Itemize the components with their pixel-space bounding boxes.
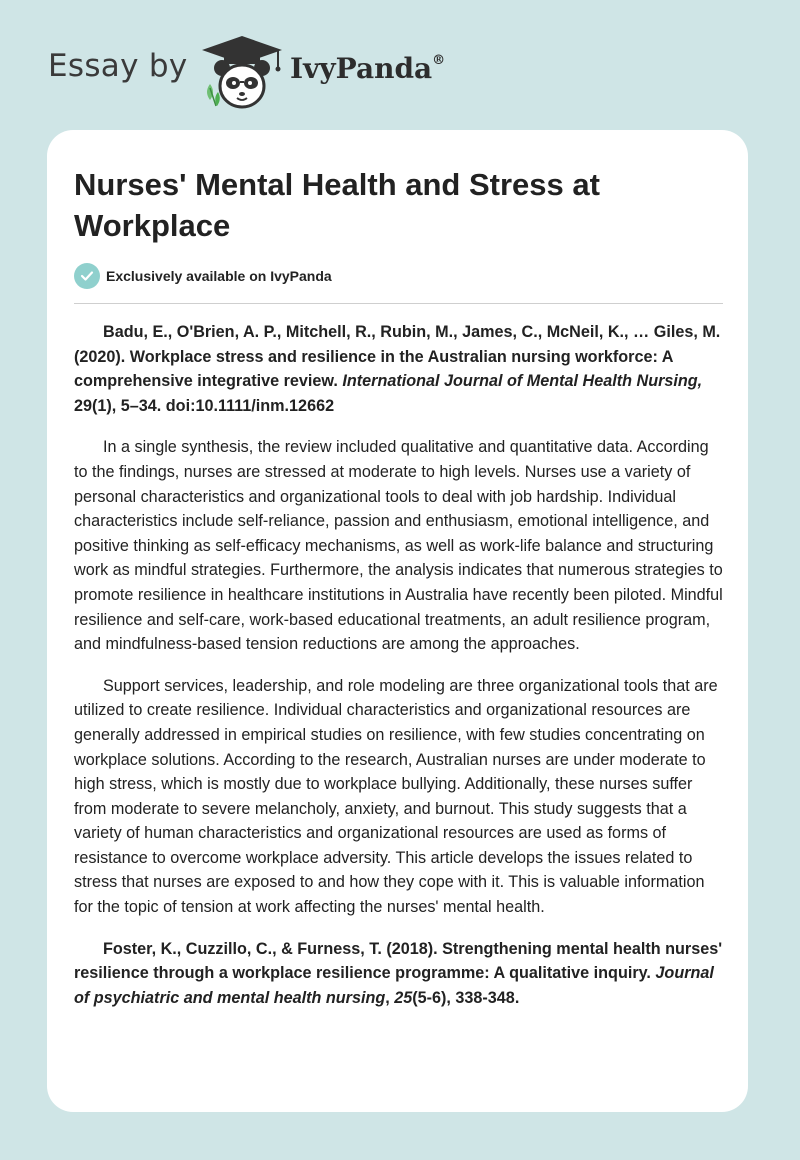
paragraph: In a single synthesis, the review included qualitative and quantitative data. According to the findings, nurses are stressed at moderate to high levels. Nurses use a variety of personal characteristics and organizational tools to deal with job hardship. Individual characteristics include self-reliance, passion and enthusiasm, emotional intelligence, and positive thinking as self-efficacy mechanisms, as well as work-life balance and structuring work as mindful strategies. Furthermore, the analysis indicates that numerous strategies to promote resilience in healthcare institutions in Australia have recently been piloted. Mindful resilience and self-care, work-based educational treatments, an adult resilience program, and mindfulness-based tension reductions are among the approaches.: [74, 438, 723, 654]
page-title: Nurses' Mental Health and Stress at Workplace: [74, 167, 600, 243]
paragraph: Support services, leadership, and role modeling are three organizational tools that are utilized to create resilience. Individual characteristics and organizational resources are generally addressed in empirical studies on resilience, with few studies concentrating on workplace solutions. According to the research, Australian nurses are under moderate to high stress, which is mostly due to workplace bullying. Additionally, these nurses suffer from moderate to severe melancholy, anxiety, and burnout. This study suggests that a variety of human characteristics and organizational resources are used as forms of resistance to overcome workplace adversity. This article develops the issues related to stress that nurses are exposed to and how they cope with it. This is valuable information for the topic of tension at work affecting the nurses' mental health.: [74, 676, 718, 917]
ivypanda-logo-icon: [200, 34, 284, 110]
essay-card: [47, 130, 748, 1112]
site-header: [0, 0, 800, 125]
reference-2: Foster, K., Cuzzillo, C., & Furness, T. (2018). Strengthening mental health nurses' resilience through a workplace resilience programme: A qualitative inquiry. Journal of psychiatric and mental health nursing, 25(5-6), 338-348.: [74, 939, 723, 1007]
essay-by-label: Essay by: [48, 48, 188, 84]
reference-1: Badu, E., O'Brien, A. P., Mitchell, R., Rubin, M., James, C., McNeil, K., … Giles, M. (2020). Workplace stress and resilience in the Australian nursing workforce: A comprehensive integrative review. International Journal of Mental Health Nursing, 29(1), 5–34. doi:10.1111/inm.12662: [74, 323, 721, 415]
ivypanda-wordmark[interactable]: IvyPanda®: [290, 52, 446, 85]
badge-label: Exclusively available on IvyPanda: [106, 268, 332, 284]
check-icon: [74, 263, 100, 289]
essay-body: [74, 320, 724, 1027]
exclusive-badge: [74, 263, 332, 289]
divider: [74, 303, 723, 304]
